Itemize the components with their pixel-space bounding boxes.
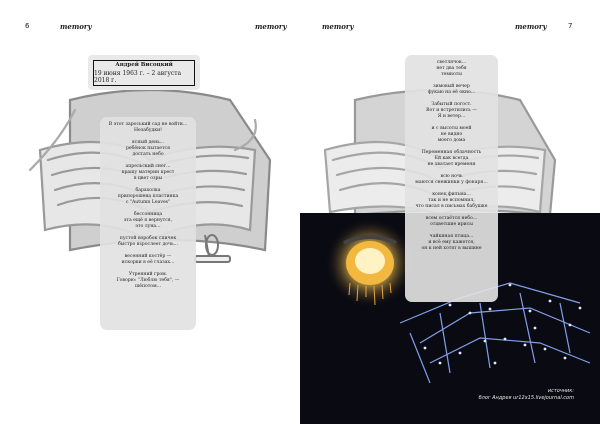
photo-caption-source-label: источник: bbox=[547, 388, 574, 394]
haiku-panel-left bbox=[100, 117, 196, 330]
haiku-stanza: пустой воробок спичек быстро взрослеет дочь... bbox=[118, 236, 178, 247]
memorial-name-frame bbox=[93, 60, 195, 86]
haiku-stanza: Забытый погост. Вот и встретились — Я и ветер... bbox=[426, 102, 477, 119]
page-number-left: 6 bbox=[25, 22, 30, 30]
haiku-stanza: светлячок... нет два тебя темноты bbox=[436, 60, 467, 77]
header-magazine-title: memory bbox=[255, 22, 287, 31]
haiku-stanza: зимовый вечер фукаю на её окно... bbox=[427, 84, 476, 95]
header-magazine-title: memory bbox=[515, 22, 547, 31]
right-page bbox=[300, 0, 600, 424]
page-number-right: 7 bbox=[568, 22, 573, 30]
haiku-stanza: чайкиная птица... и всё ему кажется, он к ней хотят в вышине bbox=[421, 234, 482, 251]
haiku-panel-right bbox=[405, 55, 498, 302]
haiku-stanza: всю ночь маются снежинки у фонаря... bbox=[415, 174, 488, 185]
haiku-stanza: бессонница эта ещё я вернутся, это луна... bbox=[123, 212, 173, 229]
haiku-stanza: Утренний гром. Говорю: "Люблю тебя", — шёпотом... bbox=[116, 272, 180, 289]
poet-name: Андрей Висоцкий bbox=[115, 61, 173, 68]
haiku-stanza: весенний костёр — искорки в её глазах... bbox=[121, 254, 175, 265]
haiku-stanza: и с высоты моей не видно моего дома bbox=[431, 126, 472, 143]
photo-caption-source-link: блог Андрея ur12x15.livejournal.com bbox=[478, 395, 574, 401]
haiku-stanza: конец фильма... так и не вспомнил, что писал в письмах бабушке bbox=[415, 192, 488, 209]
photo-caption bbox=[479, 388, 574, 402]
haiku-stanza: ясный день... ребёнок пытается достать небо bbox=[125, 140, 171, 157]
header-magazine-title: memory bbox=[322, 22, 354, 31]
haiku-stanza: барахолка припорошена пластинка с "Autumn Leaves" bbox=[117, 188, 179, 205]
haiku-stanza: В этот зароський сад не войти... Незабудки! bbox=[108, 122, 188, 133]
memorial-name-box bbox=[88, 55, 200, 90]
header-magazine-title: memory bbox=[60, 22, 92, 31]
haiku-stanza: всем остаётся небо... отцветшие ирисы bbox=[425, 216, 478, 227]
haiku-stanza: Переменная облачность Ей как всегда не хватает времени bbox=[421, 150, 482, 167]
poet-dates: 19 июня 1963 г. – 2 августа 2018 г. bbox=[94, 69, 182, 84]
haiku-stanza: апрельский снег... крашу материн крест в цвет озры bbox=[121, 164, 175, 181]
